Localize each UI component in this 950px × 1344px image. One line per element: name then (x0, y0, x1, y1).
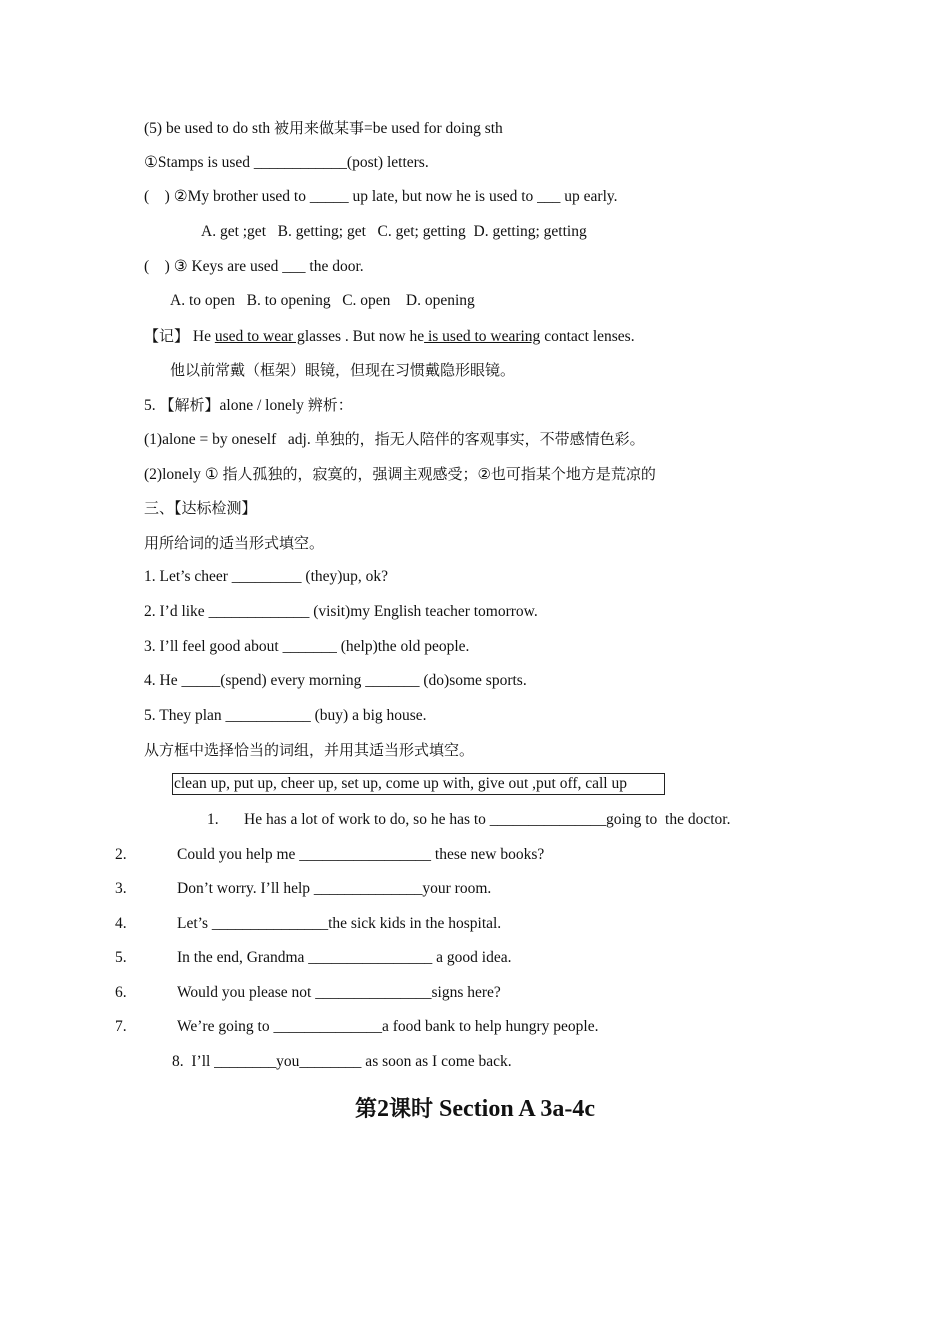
usage-question-1: ①Stamps is used ____________(post) letters. (144, 154, 429, 171)
exercise-2-item: Let’s _______________the sick kids in the hospital. (177, 915, 502, 932)
exercise-1-item: 4. He _____(spend) every morning _______ (do)some sports. (144, 672, 527, 689)
analysis-title: 5. 【解析】alone / lonely 辨析： (144, 396, 353, 414)
exercise-2-item: Would you please not _______________signs here? (177, 984, 501, 1001)
usage-question-3-options: A. to open B. to opening C. open D. opening (170, 292, 475, 309)
memo-translation: 他以前常戴（框架）眼镜，但现在习惯戴隐形眼镜。 (170, 361, 516, 379)
section-title: 三、【达标检测】 (144, 499, 257, 517)
exercise-1-item: 2. I’d like _____________ (visit)my English teacher tomorrow. (144, 603, 538, 620)
analysis-item-2: (2)lonely ① 指人孤独的，寂寞的，强调主观感受；②也可指某个地方是荒凉的 (144, 465, 656, 483)
exercise-2-number: 3. (115, 880, 127, 897)
exercise-2-number: 2. (115, 846, 127, 863)
analysis-item-1: (1)alone = by oneself adj. 单独的，指无人陪伴的客观事实，不带感情色彩。 (144, 430, 645, 448)
usage-question-2-options: A. get ;get B. getting; get C. get; getting D. getting; getting (201, 223, 587, 240)
exercise-2-item-8: 8. I’ll ________you________ as soon as I come back. (172, 1053, 512, 1070)
exercise-2-item: He has a lot of work to do, so he has to _______________going to the doctor. (244, 811, 731, 828)
instruction-fill-forms: 用所给词的适当形式填空。 (144, 534, 325, 552)
exercise-2-item: We’re going to ______________a food bank to help hungry people. (177, 1018, 599, 1035)
memo-label: 【记】 (144, 327, 190, 345)
exercise-2-item: Could you help me _________________ these new books? (177, 846, 545, 863)
memo-line: 【记】 He used to wear glasses . But now he is used to wearing contact lenses. (144, 327, 635, 345)
exercise-2-number: 5. (115, 949, 127, 966)
phrase-box: clean up, put up, cheer up, set up, come up with, give out ,put off, call up (172, 773, 665, 795)
lesson-title: 第2课时 Section A 3a-4c (354, 1096, 596, 1122)
exercise-2-number: 4. (115, 915, 127, 932)
exercise-1-item: 1. Let’s cheer _________ (they)up, ok? (144, 568, 389, 585)
usage-heading: (5) be used to do sth 被用来做某事=be used for doing sth (144, 119, 503, 137)
exercise-2-number: 1. (207, 811, 219, 828)
usage-question-2: ( ) ②My brother used to _____ up late, but now he is used to ___ up early. (144, 188, 618, 205)
exercise-2-item: Don’t worry. I’ll help ______________your room. (177, 880, 492, 897)
exercise-2-number: 6. (115, 984, 127, 1001)
exercise-1-item: 5. They plan ___________ (buy) a big house. (144, 707, 427, 724)
exercise-2-number: 7. (115, 1018, 127, 1035)
usage-question-3: ( ) ③ Keys are used ___ the door. (144, 258, 364, 275)
exercise-1-item: 3. I’ll feel good about _______ (help)the old people. (144, 638, 470, 655)
exercise-2-item: In the end, Grandma ________________ a good idea. (177, 949, 512, 966)
instruction-choose-phrases: 从方框中选择恰当的词组，并用其适当形式填空。 (144, 741, 475, 759)
